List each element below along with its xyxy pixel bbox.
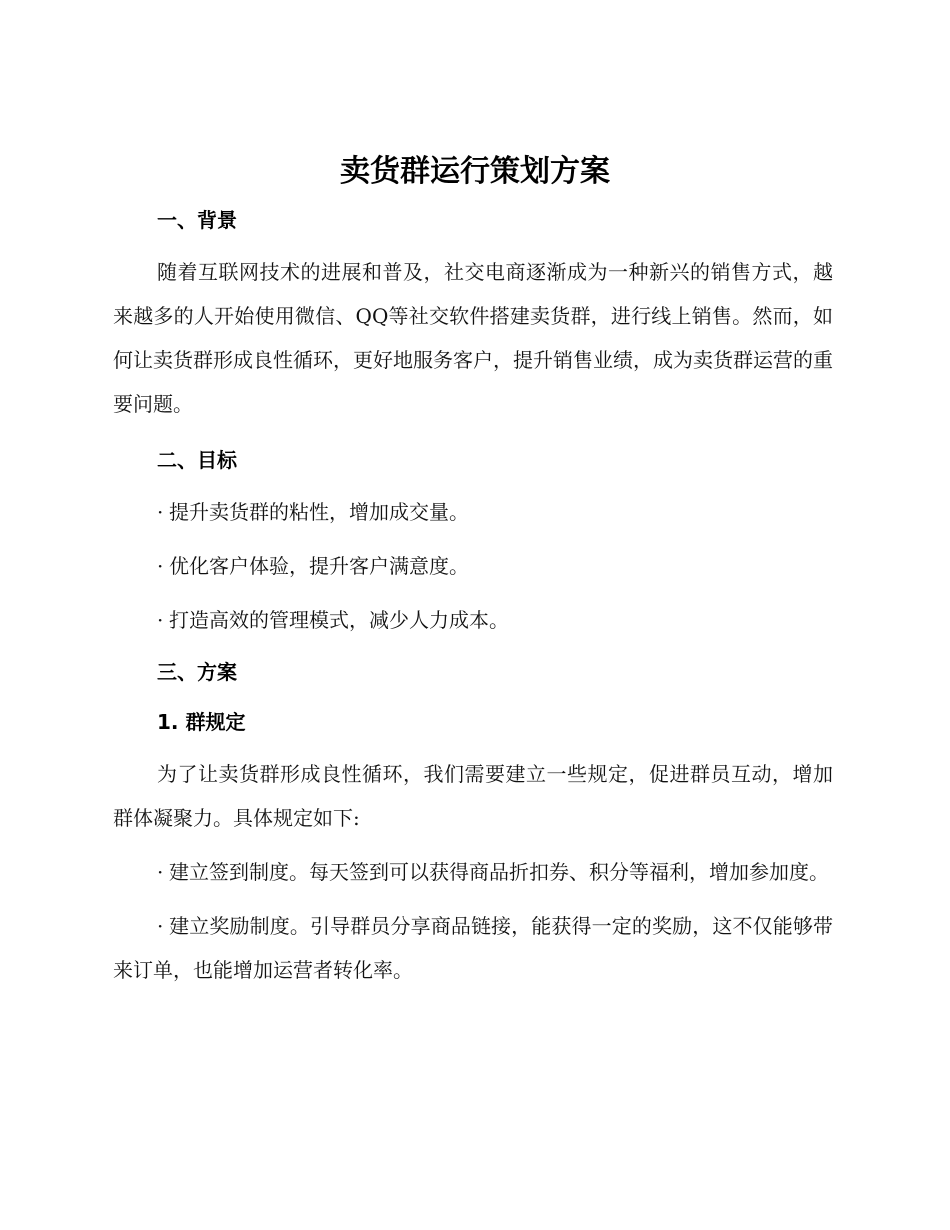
page-title: 卖货群运行策划方案 xyxy=(340,154,610,189)
goal-item xyxy=(113,544,833,588)
bullet-dot: · xyxy=(157,860,164,884)
goal-item xyxy=(113,598,833,642)
goal-item-text: 打造高效的管理模式，减少人力成本。 xyxy=(169,608,509,632)
rule-item-text: 建立签到制度。每天签到可以获得商品折扣券、积分等福利，增加参加度。 xyxy=(169,860,829,884)
section-heading-goals: 二、目标 xyxy=(157,448,237,472)
section-heading-background: 一、背景 xyxy=(157,208,237,232)
bullet-dot: · xyxy=(157,500,164,524)
rule-item xyxy=(113,850,833,894)
group-rules-paragraph: 为了让卖货群形成良性循环，我们需要建立一些规定，促进群员互动，增加群体凝聚力。具体规定如下: xyxy=(113,762,833,830)
document-body xyxy=(113,200,833,992)
section-heading-plan: 三、方案 xyxy=(157,660,237,684)
goal-item-text: 提升卖货群的粘性，增加成交量。 xyxy=(169,500,469,524)
bullet-dot: · xyxy=(157,608,164,632)
subheading-group-rules: 1. 群规定 xyxy=(157,710,246,734)
background-paragraph: 随着互联网技术的进展和普及，社交电商逐渐成为一种新兴的销售方式，越来越多的人开始使用微信、QQ等社交软件搭建卖货群，进行线上销售。然而，如何让卖货群形成良性循环，更好地服务客户，提升销售业绩，成为卖货群运营的重要问题。 xyxy=(113,260,833,416)
bullet-dot: · xyxy=(157,554,164,578)
bullet-dot: · xyxy=(157,914,164,938)
goal-item xyxy=(113,490,833,534)
rule-item xyxy=(113,904,833,992)
rule-item-text: 建立奖励制度。引导群员分享商品链接，能获得一定的奖励，这不仅能够带来订单，也能增加运营者转化率。 xyxy=(113,914,833,982)
goal-item-text: 优化客户体验，提升客户满意度。 xyxy=(169,554,469,578)
